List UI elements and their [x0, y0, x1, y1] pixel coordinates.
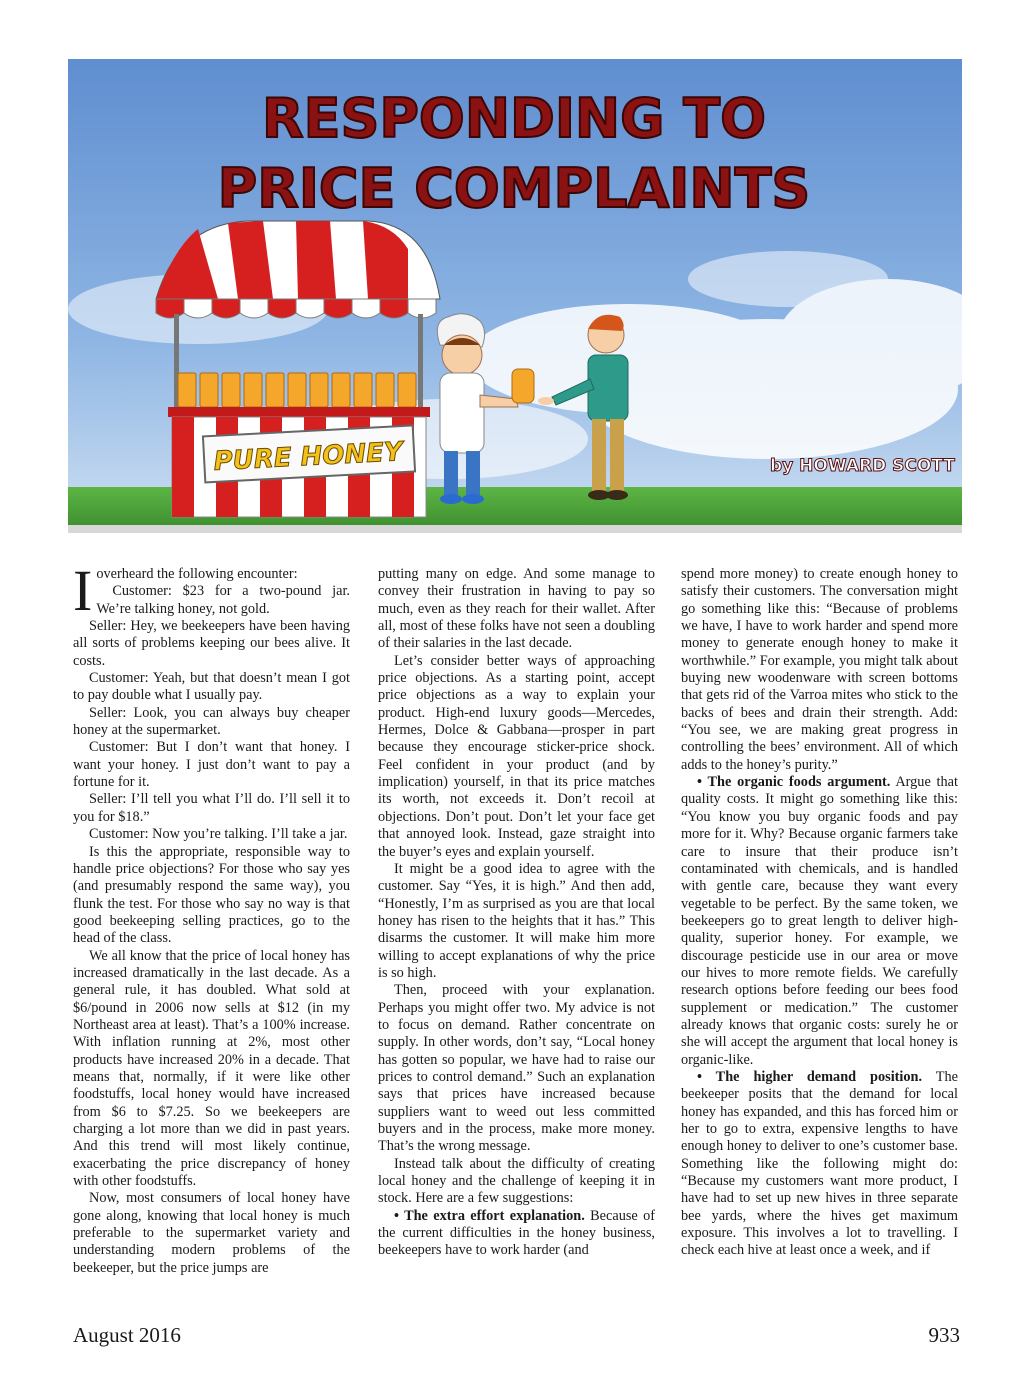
article-paragraph: We all know that the price of local honey has increased dramatically in the last decade. As a general rule, it has doubled. What sold at $6/pound in 2006 now sells at $12 (in my Northeast area at least). That’s a 100% increase. With inflation running at 2%, most other products have increased 20% in a decade. That means that, normally, if it were like other foodstuffs, local honey would have increased from $6 to $7.25. So we beekeepers are charging a lot more than we did in past years. And this trend will most likely continue, exacerbating the price discrepancy of honey with other foodstuffs. [73, 947, 350, 1190]
hero-scene [68, 59, 962, 533]
article-paragraph: Then, proceed with your explanation. Perhaps you might offer two. My advice is not to focus on demand. Rather concentrate on supply. In other words, don’t say, “Local honey has gotten so popular, we have had to raise our prices to control demand.” Such an explanation says that prices have increased because suppliers want to weed out less committed buyers and in the process, make more money. That’s the wrong message. [378, 982, 655, 1155]
bullet-paragraph: • The organic foods argument. Argue that quality costs. It might go something like this: “You know you buy organic foods and pay more for it. Why? Because organic farmers take care to insure that their produce isn’t contaminated with chemicals, and is handled with gentle care, because they want every vegetable to be perfect. By the same token, we beekeepers go to great length to deliver high-quality, superior honey. For example, we discourage pesticide use in our area or move our hives to more remote fields. We carefully research options before feeding our bees food supplement or medication.” The customer already knows that organic costs: surely he or she will accept the argument that local honey is organic-like. [681, 774, 958, 1068]
bullet-heading: • The higher demand position. [697, 1068, 923, 1085]
ground-strip [68, 525, 962, 533]
article-paragraph: Customer: Now you’re talking. I’ll take a jar. [89, 826, 348, 843]
title-line-2: PRICE COMPLAINTS [217, 157, 811, 220]
article-paragraph: Customer: But I don’t want that honey. I want your honey. I just don’t want to pay a fortune for it. [73, 739, 350, 791]
article-column-2 [378, 566, 655, 1260]
title-line-1: RESPONDING TO [261, 87, 767, 150]
article-paragraph: Seller: I’ll tell you what I’ll do. I’ll sell it to you for $18.” [73, 791, 350, 825]
sign-text: PURE HONEY [212, 437, 404, 477]
article-paragraph: Customer: $23 for a two-pound jar. We’re talking honey, not gold. [96, 583, 350, 617]
issue-date: August 2016 [73, 1323, 181, 1347]
article-paragraph: Let’s consider better ways of approaching price objections. As a starting point, accept price objections as a way to explain your product. High-end luxury goods—Mercedes, Hermes, Dolce & Gabbana—prosper in part because they encourage sticker-price shock. Feel confident in your product (and by implication) yourself, in that its price matches its worth, not exceeds it. Don’t recoil at objections. Don’t pout. Don’t let your face get that annoyed look. Instead, gaze straight into the buyer’s eyes and explain yourself. [378, 652, 655, 860]
article-column-1 [73, 558, 350, 1277]
article-paragraph: Seller: Hey, we beekeepers have been having all sorts of problems keeping our bees alive. It costs. [73, 618, 350, 669]
article-paragraph: Is this the appropriate, responsible way to handle price objections? For those who say yes (and presumably respond the same way), you flunk the test. For those who say no way is that good beekeeping selling practices, go to the head of the class. [73, 843, 350, 947]
article-paragraph: Now, most consumers of local honey have gone along, knowing that local honey is much preferable to the supermarket variety and understanding modern problems of the beekeeper, but the price jumps are [73, 1190, 350, 1276]
article-body [0, 558, 1024, 1316]
article-paragraph: Seller: Look, you can always buy cheaper honey at the supermarket. [73, 704, 350, 739]
article-column-3 [681, 566, 958, 1260]
byline: by HOWARD SCOTT [770, 456, 955, 476]
article-paragraph: putting many on edge. And some manage to convey their frustration in having to pay so much, even as they reach for their wallet. After all, most of these folks have not seen a doubling of their salaries in the last decade. [378, 566, 655, 652]
article-paragraph: Customer: Yeah, but that doesn’t mean I got to pay double what I usually pay. [73, 670, 350, 704]
bullet-paragraph: • The extra effort explanation. Because of the current difficulties in the honey business, beekeepers have to work harder (and [378, 1207, 655, 1259]
hero-illustration [68, 59, 962, 533]
dropcap: I [73, 558, 93, 623]
article-paragraph: It might be a good idea to agree with the customer. Say “Yes, it is high.” And then add, “Honestly, I’m as surprised as you are that local honey has risen to the heights that it has.” This disarms the customer. It will make him more willing to accept explanations of why the price is so high. [378, 860, 655, 981]
page-number: 933 [928, 1323, 960, 1347]
article-paragraph: spend more money) to create enough honey to satisfy their customers. The conversation might go something like this: “Because of problems we have, I have to work harder and spend more money to generate enough honey to make it worthwhile.” For example, you might talk about buying new woodenware with screen bottoms that gets rid of the Varroa mites who stick to the backs of bees and drain their strength. Add: “You see, we are making great progress in controlling the bees’ environment. All of which adds to the honey’s purity.” [681, 566, 958, 773]
bullet-paragraph: • The higher demand position. The beekeeper posits that the demand for local honey has expanded, and this has forced him or her to go to extra, expensive lengths to have enough honey to deliver to one’s customer base. Something like the following might do: “Because my customers want more product, I have had to set up new hives in three separate bee yards, where the hives get maximum exposure. This involves a lot to travelling. I check each hive at least once a week, and if [681, 1068, 958, 1259]
bullet-heading: • The organic foods argument. [697, 774, 891, 791]
article-paragraph: Ioverheard the following encounter: [73, 558, 298, 623]
bullet-heading: • The extra effort explanation. [394, 1207, 585, 1224]
article-paragraph: Instead talk about the difficulty of creating local honey and the challenge of keeping it in stock. Here are a few suggestions: [378, 1155, 655, 1207]
